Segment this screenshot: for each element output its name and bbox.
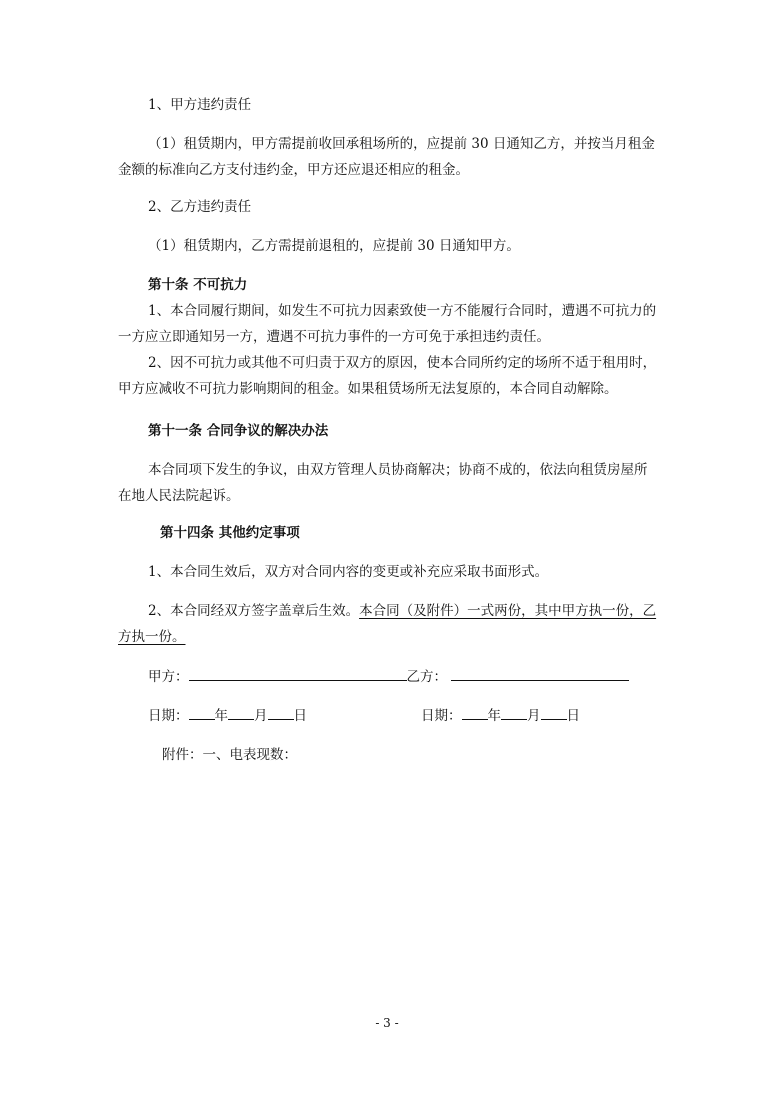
- article-10-p2-line1: 2、因不可抗力或其他不可归责于双方的原因，使本合同所约定的场所不适于租用时，: [148, 355, 657, 371]
- year-blank-a: [189, 705, 215, 720]
- month-label-a: 月: [254, 708, 268, 724]
- month-label-b: 月: [527, 708, 541, 724]
- liability-a-item1-line2: 金额的标准向乙方支付违约金，甲方还应退还相应的租金。: [118, 162, 469, 178]
- day-label-a: 日: [293, 708, 307, 724]
- day-blank-b: [541, 705, 567, 720]
- month-blank-b: [501, 705, 527, 720]
- article-11-title: 第十一条 合同争议的解决办法: [148, 423, 329, 439]
- article-14-p1: 1、本合同生效后，双方对合同内容的变更或补充应采取书面形式。: [148, 564, 549, 580]
- date-label-a: 日期：: [148, 708, 189, 724]
- day-label-b: 日: [566, 708, 580, 724]
- signature-parties-row: [148, 664, 648, 690]
- article-10: [118, 272, 658, 350]
- article-11-p1: [118, 457, 658, 509]
- article-14-p2-plain: 2、本合同经双方签字盖章后生效。: [148, 603, 360, 619]
- attachment-line: 附件：一、电表现数：: [162, 747, 297, 763]
- liability-a-item1-line1: （1）租赁期内，甲方需提前收回承租场所的，应提前 30 日通知乙方，并按当月租金: [148, 136, 655, 152]
- year-label-a: 年: [214, 708, 228, 724]
- article-11-p1-line1: 本合同项下发生的争议，由双方管理人员协商解决；协商不成的，依法向租赁房屋所: [148, 462, 648, 478]
- article-11-p1-line2: 在地人民法院起诉。: [118, 488, 240, 504]
- party-b-label: 乙方：: [406, 669, 447, 685]
- year-label-b: 年: [487, 708, 501, 724]
- article-14-p2-underlined-b: 方执一份。: [118, 629, 186, 645]
- party-a-signature-line: [189, 666, 407, 681]
- article-10-p1-line2: 一方应立即通知另一方，遭遇不可抗力事件的一方可免于承担违约责任。: [118, 329, 550, 345]
- year-blank-b: [462, 705, 488, 720]
- liability-b-item1: （1）租赁期内，乙方需提前退租的，应提前 30 日通知甲方。: [148, 238, 520, 254]
- page-number: - 3 -: [375, 1016, 399, 1030]
- date-row-party-b: [421, 703, 661, 729]
- date-label-b: 日期：: [421, 708, 462, 724]
- article-10-title: 第十条 不可抗力: [148, 277, 248, 293]
- liability-a-item1: [118, 131, 658, 183]
- liability-a-heading: 1、甲方违约责任: [148, 97, 252, 113]
- article-10-p2: [118, 350, 658, 402]
- article-10-p2-line2: 甲方应减收不可抗力影响期间的租金。如果租赁场所无法复原的，本合同自动解除。: [118, 381, 618, 397]
- article-14-p2-underlined-a: 本合同（及附件）一式两份，其中甲方执一份，乙: [359, 603, 657, 619]
- day-blank-a: [268, 705, 294, 720]
- liability-b-heading: 2、乙方违约责任: [148, 199, 252, 215]
- party-a-label: 甲方：: [148, 669, 189, 685]
- article-14-p2: [118, 598, 658, 650]
- article-10-p1-line1: 1、本合同履行期间，如发生不可抗力因素致使一方不能履行合同时，遭遇不可抗力的: [148, 303, 657, 319]
- party-b-signature-line: [451, 666, 629, 681]
- article-14-title: 第十四条 其他约定事项: [160, 525, 300, 541]
- month-blank-a: [228, 705, 254, 720]
